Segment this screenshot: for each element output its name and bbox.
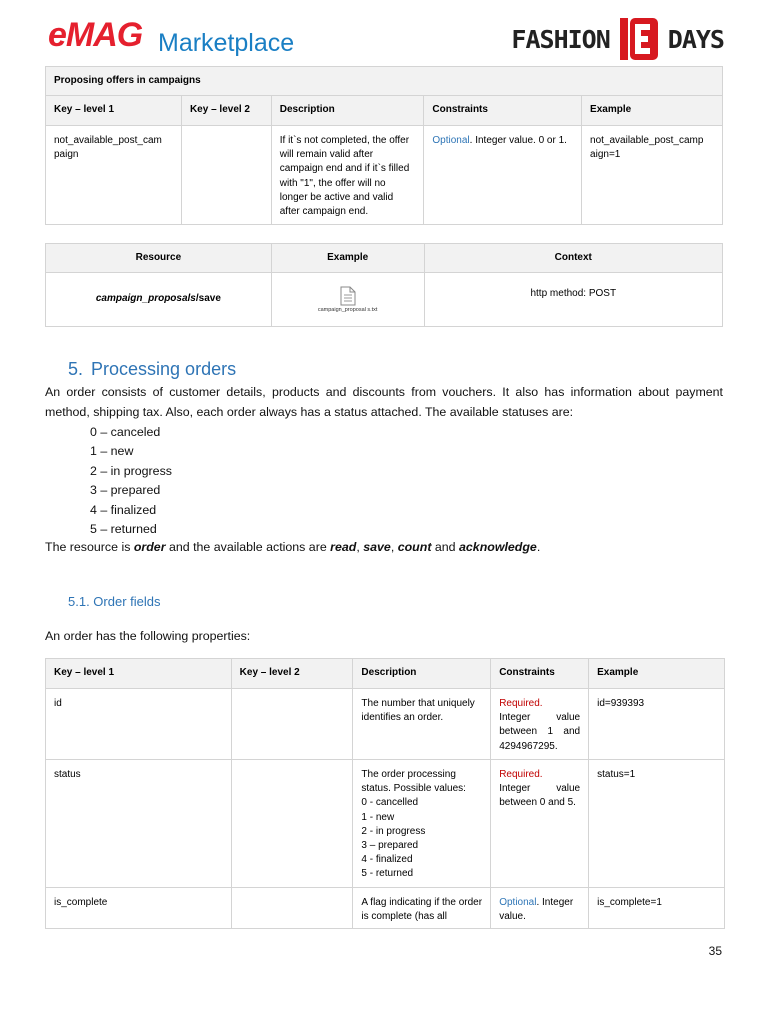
column-header: Resource <box>46 244 272 273</box>
emag-logo: eMAG <box>48 16 143 54</box>
description-cell: A flag indicating if the order is complete (has all <box>361 897 483 923</box>
column-header: Context <box>424 244 722 273</box>
column-header: Key – level 1 <box>46 96 182 126</box>
example-cell: is_complete=1 <box>597 897 662 908</box>
key-level1-cell: is_complete <box>54 897 108 908</box>
fashion-days-emblem-icon <box>620 18 658 60</box>
section-heading: 5. Processing orders <box>68 359 237 379</box>
fashion-logo-text: FASHION <box>511 24 610 54</box>
column-header: Key – level 2 <box>181 96 271 126</box>
column-header: Example <box>582 96 723 126</box>
example-cell: status=1 <box>597 769 636 780</box>
constraints-cell: Required. Integer value between 0 and 5. <box>499 769 581 809</box>
description-cell: If it`s not completed, the offer will remain valid after campaign end and if it`s filled with "1", the offer will no longer be active and valid after campaign end. <box>279 135 410 218</box>
fashion-days-logo <box>511 18 724 60</box>
list-item: 4 – finalized <box>90 502 157 517</box>
text-file-icon <box>340 286 356 306</box>
campaign-offers-table <box>45 66 723 225</box>
status-list <box>90 423 172 539</box>
constraints-cell: Required. Integer value between 1 and 4294967295. <box>499 698 581 752</box>
order-fields-table <box>45 658 725 929</box>
subsection-heading: 5.1. Order fields <box>68 594 161 609</box>
resource-actions-paragraph: The resource is order and the available actions are read, save, count and acknowledge. <box>45 540 541 554</box>
key-level2-cell <box>232 689 353 697</box>
subsection-intro: An order has the following properties: <box>45 629 251 643</box>
list-item: 3 – prepared <box>90 483 161 498</box>
key-level1-cell: not_available_post_cam paign <box>54 135 162 161</box>
column-header: Description <box>271 96 424 126</box>
column-header: Description <box>353 659 491 689</box>
section-intro-paragraph: An order consists of customer details, products and discounts from vouchers. It also has information about payment method, shipping tax. Also, each order always has a status attached. The available statuses are: <box>45 385 723 419</box>
table-row <box>46 126 723 225</box>
list-item: 5 – returned <box>90 522 157 537</box>
page-number: 35 <box>708 944 722 958</box>
column-header: Example <box>271 244 424 273</box>
page-header <box>0 0 768 64</box>
description-cell: The order processing status. Possible values: 0 - cancelled 1 - new 2 - in progress 3 – prepared 4 - finalized 5 - returned <box>361 769 466 880</box>
key-level1-cell: status <box>54 769 81 780</box>
column-header: Constraints <box>491 659 589 689</box>
context-cell: http method: POST <box>424 273 722 327</box>
constraints-cell: Optional. Integer value. <box>499 897 574 923</box>
constraints-cell: Optional. Integer value. 0 or 1. <box>432 135 567 146</box>
file-name-label: campaign_proposal s.txt <box>317 306 378 313</box>
list-item: 0 – canceled <box>90 425 161 439</box>
column-header: Constraints <box>424 96 582 126</box>
key-level1-cell: id <box>54 698 62 709</box>
list-item: 1 – new <box>90 444 134 459</box>
key-level2-cell <box>182 126 271 134</box>
key-level2-cell <box>232 760 353 768</box>
column-header: Key – level 1 <box>46 659 232 689</box>
marketplace-logo-text: Marketplace <box>158 29 295 57</box>
column-header: Key – level 2 <box>231 659 353 689</box>
key-level2-cell <box>232 888 353 896</box>
description-cell: The number that uniquely identifies an order. <box>361 698 475 724</box>
example-cell: not_available_post_camp aign=1 <box>590 135 704 161</box>
resource-cell: campaign_proposals/save <box>46 273 272 327</box>
table-row <box>46 689 725 760</box>
example-cell: id=939393 <box>597 698 645 709</box>
table-row <box>46 760 725 888</box>
example-attachment[interactable] <box>271 273 424 327</box>
table-row <box>46 888 725 929</box>
resource-table <box>45 243 723 327</box>
list-item: 2 – in progress <box>90 463 172 478</box>
table-caption: Proposing offers in campaigns <box>46 67 723 96</box>
table-row <box>46 273 723 327</box>
column-header: Example <box>589 659 725 689</box>
days-logo-text: DAYS <box>667 24 724 54</box>
